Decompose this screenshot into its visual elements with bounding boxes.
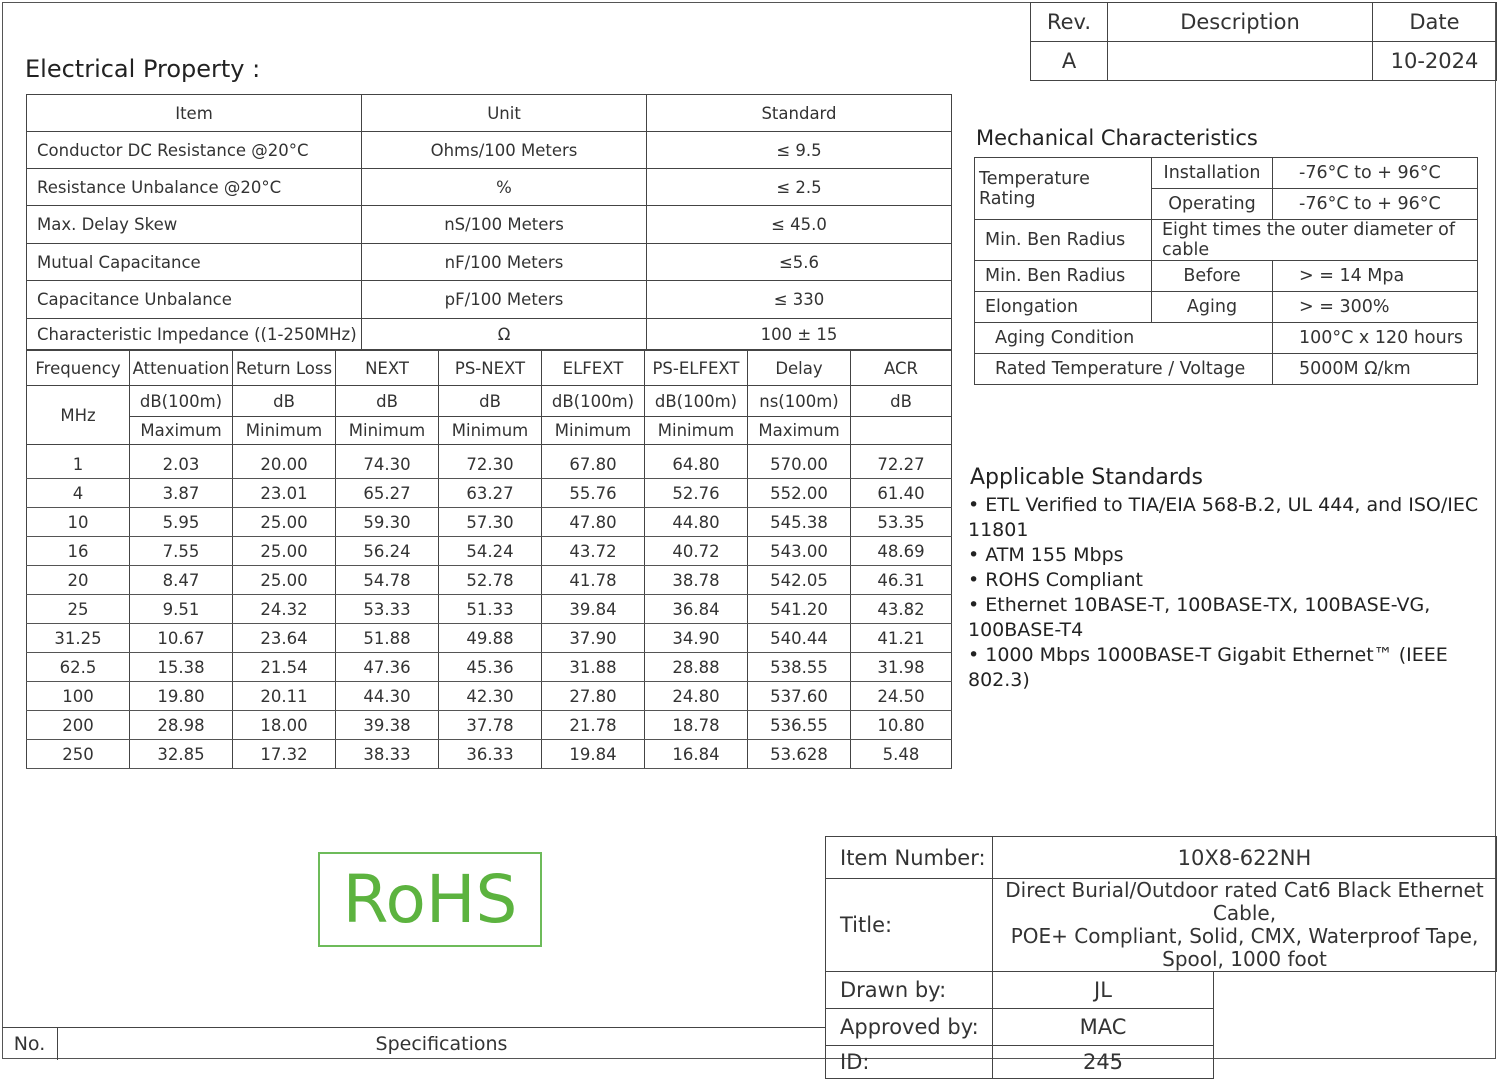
mechanical-table [974,157,1478,385]
electrical-unit: Ω [362,319,647,350]
bend-radius-label-2: Min. Ben Radius [975,261,1152,292]
limit-cell: Minimum [542,417,645,445]
ps-elfext-cell: 40.72 [645,537,748,566]
bend-radius-label: Min. Ben Radius [975,220,1152,261]
empty-cell [1214,972,1497,1009]
ps-next-cell: 57.30 [439,508,542,537]
acr-cell: 5.48 [851,740,952,769]
electrical-unit: pF/100 Meters [362,281,647,319]
electrical-property-title: Electrical Property : [25,55,261,83]
acr-cell: 43.82 [851,595,952,624]
unit-header: Unit [362,95,647,132]
next-cell: 65.27 [336,479,439,508]
date-header: Date [1373,3,1497,42]
electrical-standard: ≤ 9.5 [647,132,952,169]
attenuation-cell: 9.51 [130,595,233,624]
elfext-cell: 19.84 [542,740,645,769]
frequency-cell: 200 [27,711,130,740]
frequency-row [27,479,952,508]
return-loss-cell: 17.32 [233,740,336,769]
ps-elfext-cell: 38.78 [645,566,748,595]
ps-next-cell: 51.33 [439,595,542,624]
frequency-table [26,350,952,769]
ps-elfext-cell: 64.80 [645,445,748,479]
delay-cell: 545.38 [748,508,851,537]
frequency-header: Frequency [27,351,130,386]
attenuation-cell: 3.87 [130,479,233,508]
standard-item: • ATM 155 Mbps [968,544,1124,566]
ps-elfext-cell: 28.88 [645,653,748,682]
rated-temp-voltage-value: 5000M Ω/km [1273,354,1478,385]
empty-cell [1214,1009,1497,1046]
standard-header: Standard [647,95,952,132]
ps-elfext-header: PS-ELFEXT [645,351,748,386]
next-cell: 53.33 [336,595,439,624]
delay-cell: 540.44 [748,624,851,653]
mechanical-title: Mechanical Characteristics [976,126,1258,150]
approved-by-value: MAC [993,1009,1214,1046]
attenuation-cell: 8.47 [130,566,233,595]
unit-cell: dB(100m) [130,386,233,417]
frequency-row [27,537,952,566]
electrical-unit: nF/100 Meters [362,244,647,281]
operating-value: -76°C to + 96°C [1273,189,1478,220]
unit-cell: dB(100m) [542,386,645,417]
ps-next-cell: 49.88 [439,624,542,653]
footer-table [2,1027,826,1060]
title-value [993,879,1497,972]
electrical-standard: ≤ 330 [647,281,952,319]
next-cell: 59.30 [336,508,439,537]
elfext-cell: 47.80 [542,508,645,537]
attenuation-cell: 5.95 [130,508,233,537]
id-value: 245 [993,1046,1214,1079]
electrical-standard: 100 ± 15 [647,319,952,350]
standards-title: Applicable Standards [970,465,1203,490]
return-loss-cell: 23.64 [233,624,336,653]
frequency-row [27,624,952,653]
delay-cell: 541.20 [748,595,851,624]
frequency-cell: 10 [27,508,130,537]
return-loss-cell: 18.00 [233,711,336,740]
item-number-value: 10X8-622NH [993,837,1497,879]
standard-item: • 1000 Mbps 1000BASE-T Gigabit Ethernet™ (IEEE 802.3) [968,644,1448,691]
frequency-row [27,508,952,537]
before-label: Before [1152,261,1273,292]
description-value [1108,42,1373,81]
return-loss-header: Return Loss [233,351,336,386]
frequency-cell: 20 [27,566,130,595]
electrical-item: Conductor DC Resistance @20°C [27,132,362,169]
operating-label: Operating [1152,189,1273,220]
elfext-cell: 41.78 [542,566,645,595]
footer-no-label: No. [2,1028,58,1060]
frequency-row [27,711,952,740]
standard-item: • ROHS Compliant [968,569,1143,591]
electrical-standard: ≤ 45.0 [647,206,952,244]
delay-cell: 537.60 [748,682,851,711]
delay-cell: 543.00 [748,537,851,566]
elfext-header: ELFEXT [542,351,645,386]
attenuation-cell: 28.98 [130,711,233,740]
elfext-cell: 37.90 [542,624,645,653]
attenuation-cell: 15.38 [130,653,233,682]
id-label: ID: [826,1046,993,1079]
return-loss-cell: 20.00 [233,445,336,479]
acr-cell: 46.31 [851,566,952,595]
elfext-cell: 31.88 [542,653,645,682]
acr-cell: 41.21 [851,624,952,653]
delay-cell: 538.55 [748,653,851,682]
return-loss-cell: 20.11 [233,682,336,711]
frequency-row [27,653,952,682]
unit-cell: dB [336,386,439,417]
standard-item: • Ethernet 10BASE-T, 100BASE-TX, 100BASE-VG, 100BASE-T4 [968,594,1431,641]
temperature-rating-label: Temperature Rating [975,158,1152,220]
before-value: > = 14 Mpa [1273,261,1478,292]
empty-cell [1214,1046,1497,1079]
electrical-item: Mutual Capacitance [27,244,362,281]
ps-next-cell: 36.33 [439,740,542,769]
mhz-unit-label: MHz [27,386,130,445]
limit-cell: Minimum [439,417,542,445]
frequency-cell: 62.5 [27,653,130,682]
elfext-cell: 43.72 [542,537,645,566]
return-loss-cell: 21.54 [233,653,336,682]
delay-cell: 570.00 [748,445,851,479]
delay-cell: 542.05 [748,566,851,595]
frequency-row [27,566,952,595]
electrical-standard: ≤5.6 [647,244,952,281]
acr-cell: 61.40 [851,479,952,508]
acr-cell: 53.35 [851,508,952,537]
delay-cell: 552.00 [748,479,851,508]
next-cell: 56.24 [336,537,439,566]
frequency-cell: 250 [27,740,130,769]
rohs-logo: RoHS [318,852,542,947]
ps-next-cell: 42.30 [439,682,542,711]
attenuation-cell: 19.80 [130,682,233,711]
next-cell: 39.38 [336,711,439,740]
attenuation-cell: 7.55 [130,537,233,566]
elfext-cell: 27.80 [542,682,645,711]
bend-radius-value: Eight times the outer diameter of cable [1152,220,1478,261]
elfext-cell: 39.84 [542,595,645,624]
title-block [825,836,1497,1079]
electrical-item: Max. Delay Skew [27,206,362,244]
unit-cell: dB(100m) [645,386,748,417]
ps-elfext-cell: 36.84 [645,595,748,624]
aging-condition-value: 100°C x 120 hours [1273,323,1478,354]
ps-elfext-cell: 52.76 [645,479,748,508]
attenuation-cell: 2.03 [130,445,233,479]
item-header: Item [27,95,362,132]
frequency-cell: 1 [27,445,130,479]
installation-value: -76°C to + 96°C [1273,158,1478,189]
approved-by-label: Approved by: [826,1009,993,1046]
limit-cell: Maximum [130,417,233,445]
frequency-cell: 31.25 [27,624,130,653]
return-loss-cell: 24.32 [233,595,336,624]
rev-value: A [1031,42,1108,81]
ps-next-cell: 52.78 [439,566,542,595]
drawn-by-label: Drawn by: [826,972,993,1009]
title-label: Title: [826,879,993,972]
delay-header: Delay [748,351,851,386]
delay-cell: 53.628 [748,740,851,769]
standard-item: • ETL Verified to TIA/EIA 568-B.2, UL 444, and ISO/IEC 11801 [968,494,1479,541]
elfext-cell: 21.78 [542,711,645,740]
drawn-by-value: JL [993,972,1214,1009]
frequency-row [27,682,952,711]
limit-cell [851,417,952,445]
aging-value: > = 300% [1273,292,1478,323]
title-line: Direct Burial/Outdoor rated Cat6 Black Ethernet Cable, [1005,878,1484,925]
description-header: Description [1108,3,1373,42]
electrical-item: Characteristic Impedance ((1-250MHz) [27,319,362,350]
acr-cell: 10.80 [851,711,952,740]
frequency-cell: 100 [27,682,130,711]
attenuation-cell: 10.67 [130,624,233,653]
electrical-standard: ≤ 2.5 [647,169,952,206]
electrical-item: Capacitance Unbalance [27,281,362,319]
return-loss-cell: 23.01 [233,479,336,508]
item-number-label: Item Number: [826,837,993,879]
limit-cell: Maximum [748,417,851,445]
acr-header: ACR [851,351,952,386]
attenuation-cell: 32.85 [130,740,233,769]
ps-next-cell: 54.24 [439,537,542,566]
ps-elfext-cell: 16.84 [645,740,748,769]
attenuation-header: Attenuation [130,351,233,386]
frequency-cell: 4 [27,479,130,508]
limit-cell: Minimum [336,417,439,445]
elfext-cell: 55.76 [542,479,645,508]
unit-cell: dB [439,386,542,417]
unit-cell: ns(100m) [748,386,851,417]
frequency-data-body [27,445,952,769]
limit-cell: Minimum [233,417,336,445]
next-cell: 44.30 [336,682,439,711]
footer-specifications-label: Specifications [58,1028,826,1060]
installation-label: Installation [1152,158,1273,189]
ps-next-cell: 72.30 [439,445,542,479]
unit-cell: dB [851,386,952,417]
next-cell: 51.88 [336,624,439,653]
frequency-row [27,595,952,624]
ps-next-cell: 63.27 [439,479,542,508]
elfext-cell: 67.80 [542,445,645,479]
acr-cell: 48.69 [851,537,952,566]
acr-cell: 72.27 [851,445,952,479]
date-value: 10-2024 [1373,42,1497,81]
electrical-unit: Ohms/100 Meters [362,132,647,169]
aging-label: Aging [1152,292,1273,323]
rev-header: Rev. [1031,3,1108,42]
electrical-table [26,94,952,350]
return-loss-cell: 25.00 [233,566,336,595]
ps-next-cell: 37.78 [439,711,542,740]
delay-cell: 536.55 [748,711,851,740]
frequency-cell: 25 [27,595,130,624]
next-cell: 74.30 [336,445,439,479]
elongation-label: Elongation [975,292,1152,323]
next-cell: 38.33 [336,740,439,769]
aging-condition-label: Aging Condition [975,323,1273,354]
frequency-row [27,445,952,479]
next-header: NEXT [336,351,439,386]
electrical-unit: % [362,169,647,206]
acr-cell: 31.98 [851,653,952,682]
acr-cell: 24.50 [851,682,952,711]
electrical-unit: nS/100 Meters [362,206,647,244]
ps-elfext-cell: 24.80 [645,682,748,711]
rated-temp-voltage-label: Rated Temperature / Voltage [975,354,1273,385]
ps-next-header: PS-NEXT [439,351,542,386]
next-cell: 54.78 [336,566,439,595]
title-line: POE+ Compliant, Solid, CMX, Waterproof Tape, [1010,924,1479,948]
standards-list [968,493,1500,693]
return-loss-cell: 25.00 [233,508,336,537]
return-loss-cell: 25.00 [233,537,336,566]
frequency-row [27,740,952,769]
frequency-cell: 16 [27,537,130,566]
ps-elfext-cell: 34.90 [645,624,748,653]
unit-cell: dB [233,386,336,417]
ps-elfext-cell: 44.80 [645,508,748,537]
next-cell: 47.36 [336,653,439,682]
ps-elfext-cell: 18.78 [645,711,748,740]
title-line: Spool, 1000 foot [1162,947,1327,971]
ps-next-cell: 45.36 [439,653,542,682]
electrical-item: Resistance Unbalance @20°C [27,169,362,206]
revision-table [1030,2,1497,81]
limit-cell: Minimum [645,417,748,445]
